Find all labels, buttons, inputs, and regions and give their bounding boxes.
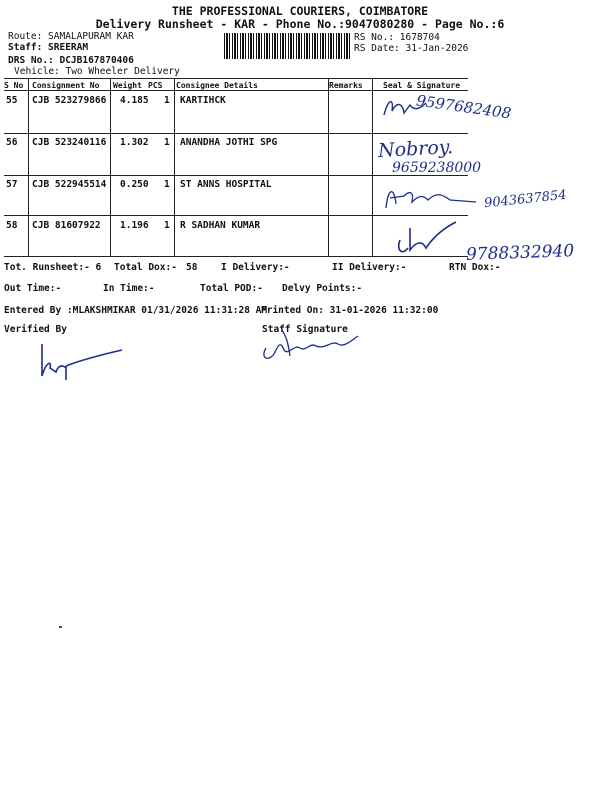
company-name: THE PROFESSIONAL COURIERS, COIMBATORE	[171, 4, 429, 18]
in-time: In Time:-	[103, 283, 155, 294]
col-sno: S No	[4, 81, 24, 90]
col-consignee: Consignee Details	[176, 81, 258, 90]
row-pcs: 1	[164, 137, 170, 148]
total-runsheet: Tot. Runsheet:- 6	[4, 262, 102, 273]
out-time: Out Time:-	[4, 283, 62, 294]
row-weight: 1.196	[120, 220, 149, 231]
barcode	[224, 33, 350, 59]
drs-number: DRS No.: DCJB167870406	[8, 55, 134, 66]
total-pod: Total POD:-	[200, 283, 263, 294]
signature-row-57	[380, 180, 480, 214]
total-dox-label: Total Dox:-	[114, 262, 177, 273]
handwritten-phone: 9788332940	[465, 241, 575, 265]
row-consignment: CJB 81607922	[32, 220, 101, 231]
row-consignee: ANANDHA JOTHI SPG	[180, 137, 278, 148]
row-consignment: CJB 523279866	[32, 95, 107, 106]
col-consignment: Consignment No	[32, 81, 100, 90]
rs-number: RS No.: 1678704	[354, 32, 440, 43]
row-pcs: 1	[164, 179, 170, 190]
row-consignment: CJB 523240116	[32, 137, 107, 148]
row-weight: 1.302	[120, 137, 149, 148]
i-delivery: I Delivery:-	[221, 262, 290, 273]
row-consignment: CJB 522945514	[32, 179, 107, 190]
runsheet-title: Delivery Runsheet - KAR - Phone No.:9047080280 - Page No.:6	[95, 17, 505, 31]
staff-signature	[258, 326, 362, 362]
col-seal-signature: Seal & Signature	[383, 81, 461, 90]
rtn-dox: RTN Dox:-	[449, 262, 501, 273]
row-weight: 4.185	[120, 95, 149, 106]
route-label: Route: SAMALAPURAM KAR	[8, 31, 134, 42]
staff-signature-label: Staff Signature	[262, 324, 348, 335]
printed-on: Printed On: 31-01-2026 11:32:00	[261, 305, 439, 316]
ii-delivery: II Delivery:-	[332, 262, 407, 273]
row-weight: 0.250	[120, 179, 149, 190]
staff-label: Staff: SREERAM	[8, 42, 89, 53]
delvy-points: Delvy Points:-	[282, 283, 363, 294]
row-sno: 58	[6, 220, 18, 231]
verified-by-label: Verified By	[4, 324, 67, 335]
row-consignee: ST ANNS HOSPITAL	[180, 179, 272, 190]
row-consignee: R SADHAN KUMAR	[180, 220, 261, 231]
handwritten-phone: 9597682408	[415, 91, 513, 123]
col-pcs: PCS	[148, 81, 163, 90]
row-sno: 57	[6, 179, 18, 190]
verified-signature	[36, 340, 126, 382]
col-weight: Weight	[113, 81, 142, 90]
total-dox-value: 58	[186, 262, 198, 273]
signature-row-58	[392, 218, 462, 258]
row-sno: 56	[6, 137, 18, 148]
rs-date: RS Date: 31-Jan-2026	[354, 43, 469, 54]
handwritten-phone: 9659238000	[392, 160, 482, 176]
entered-by: Entered By :MLAKSHMIKAR 01/31/2026 11:31:28 AM	[4, 305, 268, 316]
vehicle-label: Vehicle: Two Wheeler Delivery	[14, 66, 180, 77]
handwritten-phone: 9043637854	[483, 187, 568, 212]
col-remarks: Remarks	[329, 81, 363, 90]
scan-speck	[59, 626, 62, 628]
row-sno: 55	[6, 95, 18, 106]
row-pcs: 1	[164, 95, 170, 106]
row-consignee: KARTIHCK	[180, 95, 226, 106]
row-pcs: 1	[164, 220, 170, 231]
handwritten-name: Nobroy.	[377, 136, 454, 162]
